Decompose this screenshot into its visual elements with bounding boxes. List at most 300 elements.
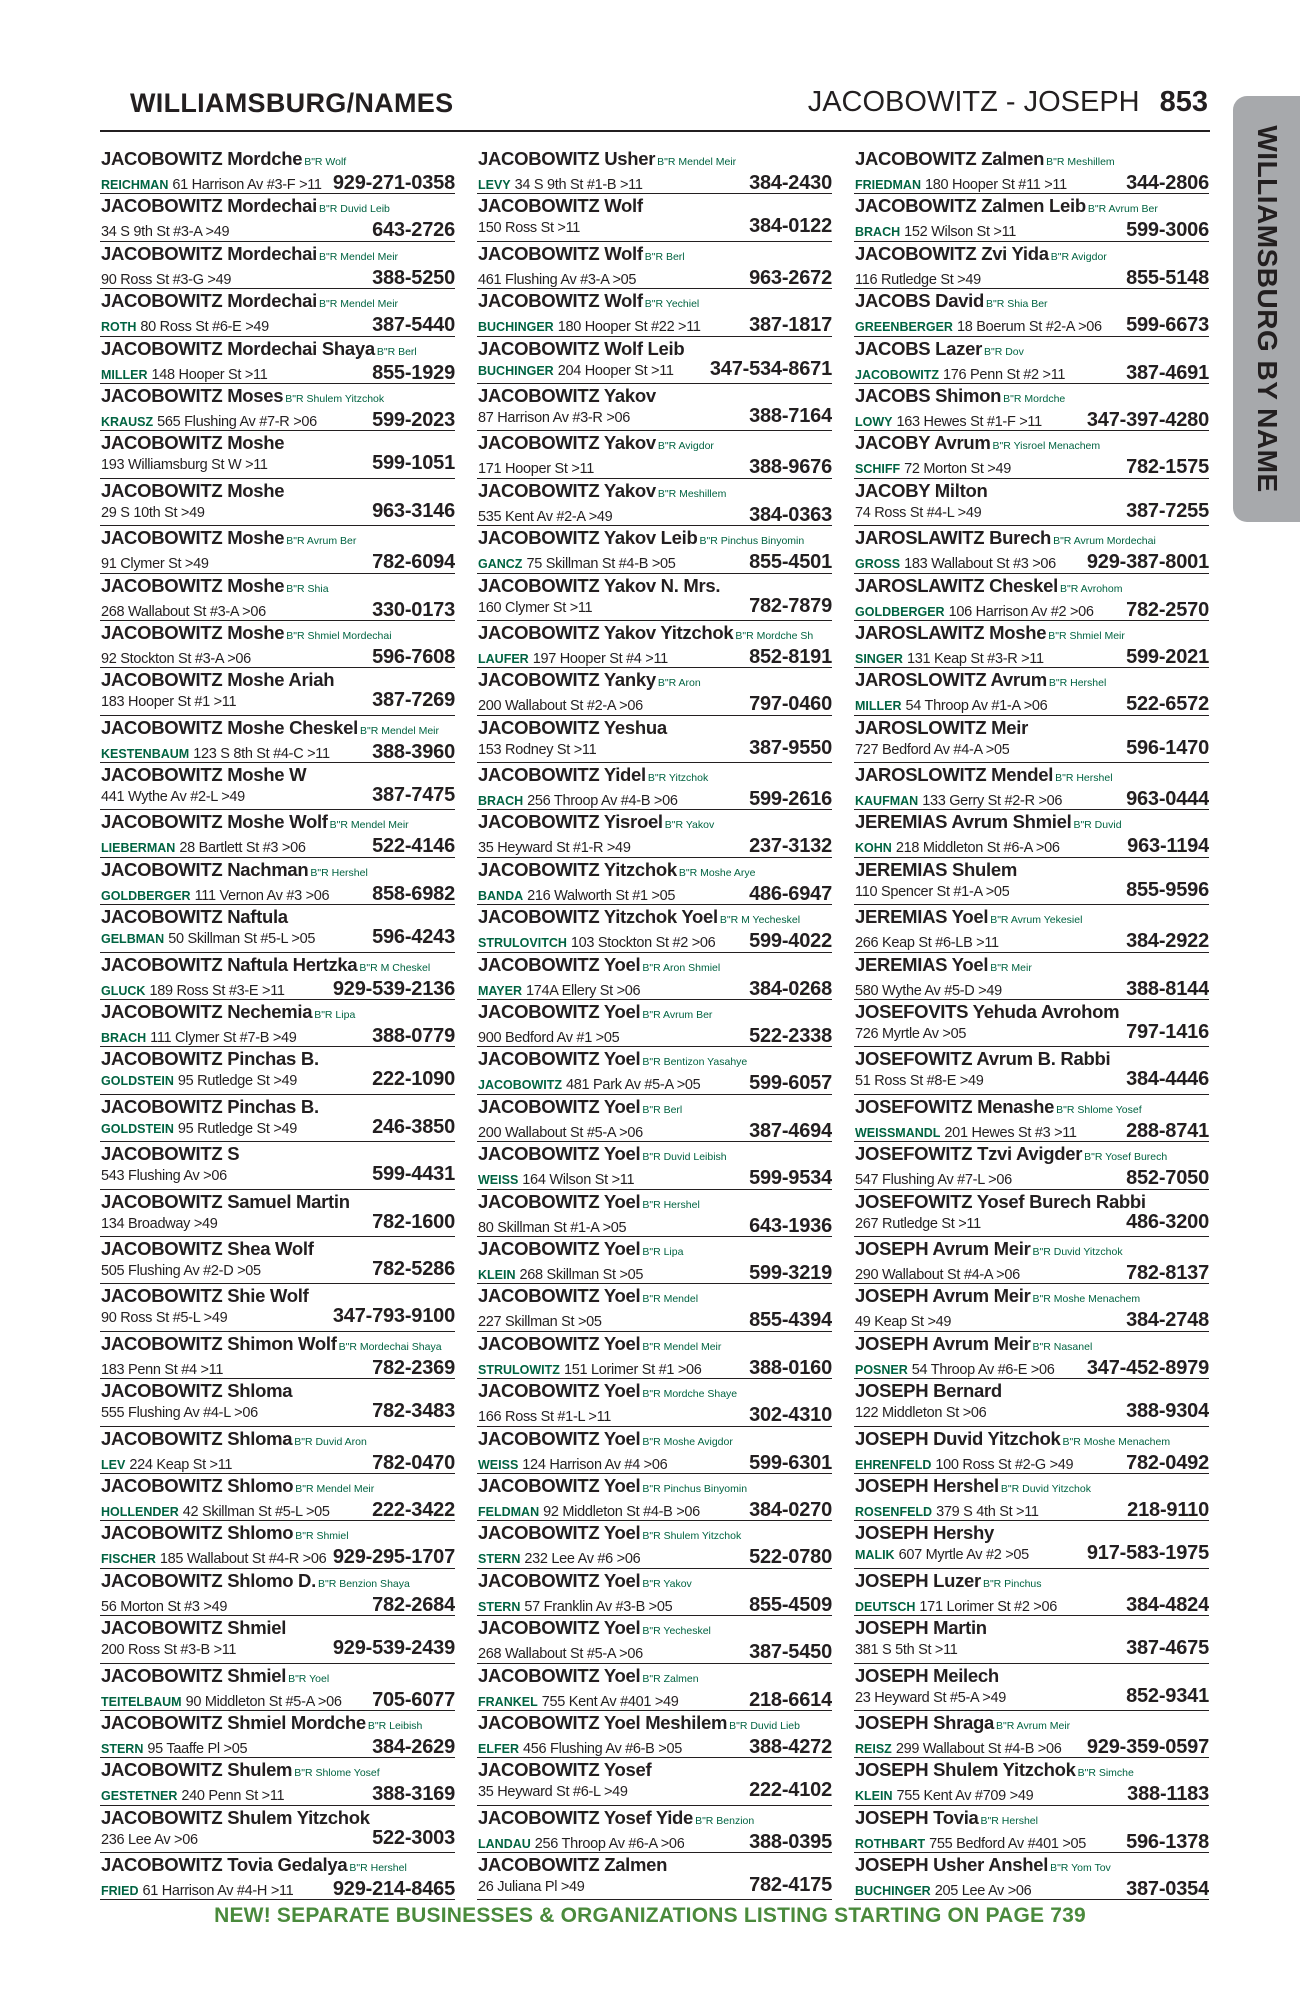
listing-entry (854, 479, 1209, 526)
listing-entry (100, 1711, 455, 1758)
entry-phone[interactable]: 855-4501 (749, 551, 832, 574)
entry-name-line (478, 1048, 832, 1073)
entry-address-wrap (855, 1739, 1062, 1758)
listing-entry (477, 479, 832, 526)
entry-phone[interactable]: 782-1575 (1126, 456, 1209, 479)
entry-phone[interactable]: 222-4102 (749, 1779, 832, 1802)
entry-phone[interactable]: 797-1416 (1126, 1021, 1209, 1044)
entry-father: B"R Hershel (1055, 772, 1113, 785)
entry-phone[interactable]: 388-9676 (749, 456, 832, 479)
entry-relation: JACOBOWITZ (478, 1078, 563, 1093)
entry-address: 256 Throop Av #4-B >06 (527, 793, 678, 810)
entry-phone[interactable]: 388-3169 (372, 1783, 455, 1806)
entry-name-line (101, 1048, 455, 1069)
column-1 (100, 147, 455, 1900)
entry-address-wrap (478, 1312, 602, 1331)
entry-address: 95 Rutledge St >49 (177, 1120, 298, 1137)
entry-address-wrap (101, 1214, 218, 1235)
entry-phone[interactable]: 782-2570 (1126, 598, 1209, 621)
entry-name-line (478, 1001, 832, 1026)
entry-phone[interactable]: 222-3422 (372, 1498, 455, 1521)
entry-phone[interactable]: 288-8741 (1126, 1119, 1209, 1142)
entry-phone[interactable]: 599-3219 (749, 1261, 832, 1284)
entry-name-line (101, 432, 455, 453)
entry-father: B"R Meir (990, 961, 1032, 974)
entry-phone[interactable]: 237-3132 (749, 835, 832, 858)
entry-address: 133 Gerry St #2-R >06 (922, 793, 1063, 810)
entry-phone[interactable]: 852-9341 (1126, 1684, 1209, 1707)
listing-entry (854, 147, 1209, 194)
entry-phone[interactable]: 929-387-8001 (1086, 551, 1209, 574)
entry-phone[interactable]: 782-8137 (1126, 1261, 1209, 1284)
entry-name-line (855, 1665, 1209, 1686)
entry-name-line (478, 432, 832, 457)
entry-name-line (478, 1143, 832, 1168)
listing-entry (477, 763, 832, 810)
entry-phone[interactable]: 218-6614 (749, 1688, 832, 1711)
entry-phone[interactable]: 347-793-9100 (332, 1305, 455, 1328)
entry-phone[interactable]: 388-5250 (372, 266, 455, 289)
entry-phone[interactable]: 384-0122 (749, 215, 832, 238)
entry-address-wrap (478, 507, 612, 526)
entry-phone[interactable]: 387-4691 (1126, 361, 1209, 384)
entry-name-line (101, 480, 455, 501)
entry-father: B"R Shlome Yosef (294, 1767, 380, 1780)
entry-phone[interactable]: 599-6673 (1126, 314, 1209, 337)
entry-father: B"R Duvid Aron (294, 1435, 367, 1448)
entry-relation: KOHN (855, 841, 892, 856)
entry-relation: SCHIFF (855, 462, 901, 477)
entry-father: B"R Avrum Meir (996, 1719, 1071, 1732)
entry-phone[interactable]: 522-3003 (372, 1826, 455, 1849)
entry-name: JACOBOWITZ Zalmen (478, 1854, 668, 1876)
entry-name: JACOBOWITZ Usher (478, 148, 656, 169)
entry-father: B"R Berl (642, 1103, 683, 1116)
entry-phone[interactable]: 963-3146 (372, 499, 455, 522)
entry-detail-line (101, 1453, 455, 1474)
listing-entry (100, 1000, 455, 1047)
listing-entry (477, 953, 832, 1000)
entry-phone[interactable]: 963-2672 (749, 266, 832, 289)
entry-relation: GOLDBERGER (855, 604, 945, 619)
entry-phone[interactable]: 387-0354 (1126, 1878, 1209, 1901)
entry-address: 268 Skillman St >05 (519, 1266, 644, 1283)
entry-detail-line (101, 1358, 455, 1379)
entry-name: JACOBY Avrum (855, 432, 991, 454)
entry-phone[interactable]: 782-2684 (372, 1593, 455, 1616)
entry-phone[interactable]: 852-7050 (1126, 1167, 1209, 1190)
entry-father: B"R Yecheskel (642, 1625, 711, 1638)
entry-name: JEREMIAS Yoel (855, 953, 989, 975)
entry-phone[interactable]: 782-3483 (372, 1400, 455, 1423)
entry-phone[interactable]: 387-7269 (372, 689, 455, 712)
entry-father: B"R Yom Tov (1050, 1862, 1111, 1875)
entry-name-line (478, 1807, 832, 1832)
entry-address-wrap (101, 787, 245, 808)
entry-detail-line (101, 1500, 455, 1521)
entry-detail-line (855, 173, 1209, 194)
section-title: WILLIAMSBURG/NAMES (130, 88, 454, 118)
entry-detail-line (101, 785, 455, 808)
entry-phone[interactable]: 596-7608 (372, 645, 455, 668)
entry-address: 164 Wilson St >11 (522, 1172, 635, 1189)
entry-father: B"R Hershel (1048, 677, 1107, 690)
entry-address: 755 Kent Av #401 >49 (541, 1693, 679, 1710)
entry-detail-line (855, 931, 1209, 952)
entry-address: 201 Hewes St #3 >11 (944, 1124, 1077, 1141)
entry-phone[interactable]: 782-2369 (372, 1356, 455, 1379)
entry-phone[interactable]: 302-4310 (749, 1404, 832, 1427)
entry-address-wrap (478, 696, 643, 715)
entry-name-line (101, 764, 455, 785)
entry-phone[interactable]: 387-4694 (749, 1119, 832, 1142)
listing-entry (100, 1095, 455, 1142)
side-tab[interactable] (1233, 96, 1300, 522)
listing-entry (854, 763, 1209, 810)
entry-address: 35 Heyward St #6-L >49 (478, 1784, 628, 1801)
entry-relation: POSNER (855, 1362, 908, 1377)
entry-name-line (855, 1143, 1209, 1168)
entry-father: B"R Yisroel Menachem (992, 440, 1101, 453)
entry-phone[interactable]: 963-1194 (1127, 835, 1209, 858)
entry-phone[interactable]: 347-452-8979 (1086, 1356, 1209, 1379)
entry-phone[interactable]: 388-8144 (1126, 977, 1209, 1000)
entry-phone[interactable]: 384-0268 (749, 977, 832, 1000)
entry-father: B"R Nasanel (1032, 1340, 1093, 1353)
listing-entry (477, 1569, 832, 1616)
entry-phone[interactable]: 384-4824 (1126, 1593, 1209, 1616)
entry-name: JACOBOWITZ Shulem (101, 1759, 293, 1781)
entry-phone[interactable]: 599-6057 (749, 1072, 832, 1095)
entry-address: 727 Bedford Av #4-A >05 (855, 741, 1010, 758)
entry-name-line (478, 906, 832, 931)
entry-detail-line (101, 453, 455, 476)
listing-entry (854, 1237, 1209, 1284)
entry-detail-line (855, 457, 1209, 478)
entry-phone[interactable]: 347-397-4280 (1086, 408, 1209, 431)
entry-phone[interactable]: 929-539-2439 (332, 1637, 455, 1660)
entry-address-wrap (101, 1403, 258, 1424)
entry-phone[interactable]: 599-4022 (749, 930, 832, 953)
entry-relation: WEISS (478, 1173, 519, 1188)
entry-phone[interactable]: 782-6094 (372, 551, 455, 574)
entry-detail-line (478, 1216, 832, 1237)
entry-father: B"R Avrum Ber (286, 535, 357, 548)
entry-address: 160 Clymer St >11 (478, 599, 593, 616)
entry-phone[interactable]: 782-5286 (372, 1257, 455, 1280)
entry-address: 266 Keap St #6-LB >11 (855, 935, 999, 952)
entry-detail-line (478, 1358, 832, 1379)
entry-phone[interactable]: 929-271-0358 (332, 172, 455, 194)
entry-detail-line (101, 410, 455, 431)
entry-name-line (855, 1096, 1209, 1121)
entry-name-line (855, 1333, 1209, 1358)
entry-phone[interactable]: 596-1470 (1126, 736, 1209, 759)
entry-phone[interactable]: 599-2021 (1126, 645, 1209, 668)
entry-phone[interactable]: 344-2806 (1126, 172, 1209, 194)
entry-phone[interactable]: 599-4431 (372, 1163, 455, 1186)
entry-relation: GOLDSTEIN (101, 1121, 174, 1136)
listing-entry (854, 1616, 1209, 1663)
listing-entry (854, 384, 1209, 431)
entry-phone[interactable]: 855-4509 (749, 1593, 832, 1616)
entry-phone[interactable]: 384-2748 (1126, 1309, 1209, 1332)
entry-phone[interactable]: 388-3960 (372, 740, 455, 763)
entry-phone[interactable]: 384-2629 (372, 1735, 455, 1758)
entry-name: JACOBOWITZ Naftula Hertzka (101, 953, 358, 975)
entry-phone[interactable]: 330-0173 (372, 598, 455, 621)
entry-address-wrap (478, 1455, 667, 1474)
entry-address-wrap (101, 981, 285, 1000)
entry-name: JACOBOWITZ Zalmen (855, 148, 1045, 169)
entry-name: JACOBOWITZ Yoel (478, 1048, 641, 1070)
entry-address-wrap (478, 317, 701, 336)
entry-address-wrap (478, 598, 592, 619)
entry-phone[interactable]: 522-0780 (749, 1546, 832, 1569)
entry-address-wrap (855, 838, 1060, 857)
entry-detail-line (478, 1453, 832, 1474)
entry-detail-line (478, 1310, 832, 1331)
entry-address-wrap (101, 1830, 198, 1851)
entry-name-line (101, 717, 455, 742)
entry-detail-line (478, 836, 832, 857)
entry-phone[interactable]: 855-5148 (1126, 266, 1209, 289)
listing-entry (100, 1521, 455, 1568)
entry-detail-line (855, 501, 1209, 524)
entry-father: B"R Berl (376, 345, 417, 358)
entry-address: 28 Bartlett St #3 >06 (179, 840, 306, 857)
listing-entry (100, 763, 455, 810)
entry-name: JACOBOWITZ Wolf (478, 290, 643, 312)
entry-phone[interactable]: 384-0270 (749, 1498, 832, 1521)
entry-father: B"R Berl (644, 250, 685, 263)
entry-name: JACOBS Shimon (855, 384, 1002, 406)
entry-father: B"R Hershel (980, 1814, 1038, 1827)
entry-detail-line (478, 1690, 832, 1711)
entry-name-line (478, 1380, 832, 1405)
entry-address: 151 Lorimer St #1 >06 (563, 1361, 702, 1378)
entry-name-line (478, 1191, 832, 1216)
entry-address-wrap (478, 459, 594, 478)
entry-phone[interactable]: 643-1936 (749, 1214, 832, 1237)
entry-phone[interactable]: 599-2023 (372, 408, 455, 431)
entry-phone[interactable]: 782-7879 (749, 594, 832, 617)
entry-name: JACOBOWITZ Shie Wolf (101, 1285, 309, 1307)
entry-address: 227 Skillman St >05 (478, 1314, 602, 1331)
page-number: 853 (1159, 86, 1208, 118)
entry-phone[interactable]: 782-0470 (372, 1451, 455, 1474)
entry-name: JACOBS David (855, 290, 985, 312)
entry-address-wrap (855, 696, 1047, 715)
entry-address: 535 Kent Av #2-A >49 (478, 508, 613, 525)
entry-address: 116 Rutledge St >49 (855, 271, 981, 288)
entry-phone[interactable]: 596-1378 (1126, 1830, 1209, 1853)
entry-name-line (855, 1428, 1209, 1453)
entry-father: B"R Shia Ber (986, 298, 1048, 311)
entry-phone[interactable]: 384-0363 (749, 503, 832, 526)
entry-address-wrap (101, 222, 229, 241)
entry-phone[interactable]: 388-7164 (749, 404, 832, 427)
entry-phone[interactable]: 599-1051 (372, 452, 455, 475)
entry-name-line (855, 764, 1209, 789)
entry-phone[interactable]: 522-2338 (749, 1025, 832, 1048)
listing-entry (100, 1427, 455, 1474)
entry-phone[interactable]: 388-0395 (749, 1830, 832, 1853)
entry-detail-line (478, 1405, 832, 1426)
entry-name: JOSEFOVITS Yehuda Avrohom (855, 1001, 1120, 1023)
entry-address: 124 Harrison Av #4 >06 (522, 1456, 668, 1473)
entry-phone[interactable]: 929-214-8465 (332, 1878, 455, 1901)
entry-address: 23 Heyward St #5-A >49 (855, 1689, 1006, 1706)
entry-detail-line (855, 1595, 1209, 1616)
entry-detail-line (855, 836, 1209, 857)
entry-phone[interactable]: 246-3850 (372, 1115, 455, 1138)
entry-name: JACOBOWITZ Zalmen Leib (855, 195, 1086, 217)
entry-address: 290 Wallabout St #4-A >06 (855, 1266, 1020, 1283)
entry-phone[interactable]: 782-1600 (372, 1210, 455, 1233)
entry-phone[interactable]: 929-295-1707 (332, 1546, 455, 1569)
entry-phone[interactable]: 855-9596 (1126, 878, 1209, 901)
entry-name: JACOBOWITZ Yoel (478, 1001, 641, 1023)
entry-phone[interactable]: 963-0444 (1126, 788, 1209, 811)
entry-address-wrap (101, 929, 315, 950)
entry-phone[interactable]: 599-9534 (749, 1167, 832, 1190)
entry-detail-line (101, 552, 455, 573)
entry-father: B"R Simche (1077, 1767, 1134, 1780)
entry-detail-line (855, 647, 1209, 668)
entry-phone[interactable]: 599-2616 (749, 788, 832, 811)
entry-relation: WEISS (478, 1457, 519, 1472)
entry-detail-line (855, 1401, 1209, 1424)
listing-entry (477, 194, 832, 241)
entry-phone[interactable]: 387-9550 (749, 736, 832, 759)
entry-address: 72 Morton St >49 (904, 461, 1011, 478)
entry-phone[interactable]: 522-6572 (1126, 693, 1209, 716)
entry-name: JOSEPH Hershy (855, 1522, 995, 1544)
entry-phone[interactable]: 384-2430 (749, 172, 832, 194)
listing-entry (477, 668, 832, 715)
entry-address-wrap (855, 412, 1042, 431)
listing-entry (477, 147, 832, 194)
entry-detail-line (101, 1547, 455, 1568)
entry-phone[interactable]: 384-2922 (1126, 930, 1209, 953)
entry-phone[interactable]: 486-3200 (1126, 1210, 1209, 1233)
page-header-right (808, 86, 1208, 119)
entry-phone[interactable]: 929-539-2136 (332, 977, 455, 1000)
entry-address-wrap (101, 886, 329, 905)
listing-entry (477, 431, 832, 478)
listing-entry (854, 858, 1209, 905)
entry-phone[interactable]: 387-5440 (372, 314, 455, 337)
entry-address: 50 Skillman St #5-L >05 (168, 931, 316, 948)
entry-name: JOSEPH Shraga (855, 1711, 995, 1733)
entry-name-line (855, 1380, 1209, 1401)
entry-name-line (101, 859, 455, 884)
entry-name-line (101, 811, 455, 836)
entry-father: B"R Duvid (1073, 819, 1122, 832)
entry-phone[interactable]: 782-0492 (1126, 1451, 1209, 1474)
entry-phone[interactable]: 858-6982 (372, 882, 455, 905)
entry-father: B"R Mendel Meir (359, 724, 439, 737)
entry-address-wrap (855, 1360, 1055, 1379)
entry-phone[interactable]: 855-4394 (749, 1309, 832, 1332)
entry-phone[interactable]: 643-2726 (372, 219, 455, 242)
entry-phone[interactable]: 387-4675 (1126, 1637, 1209, 1660)
entry-detail-line (478, 268, 832, 289)
entry-relation: BANDA (478, 888, 524, 903)
entry-phone[interactable]: 486-6947 (749, 882, 832, 905)
entry-phone[interactable]: 599-3006 (1126, 219, 1209, 242)
entry-phone[interactable]: 387-7255 (1126, 499, 1209, 522)
entry-name-line (855, 717, 1209, 738)
entry-phone[interactable]: 929-359-0597 (1086, 1735, 1209, 1758)
entry-phone[interactable]: 797-0460 (749, 693, 832, 716)
entry-name: JACOBOWITZ Mordche (101, 148, 303, 169)
entry-detail-line (101, 1879, 455, 1900)
entry-phone[interactable]: 388-0160 (749, 1356, 832, 1379)
entry-address: 148 Hooper St >11 (151, 366, 268, 383)
entry-phone[interactable]: 387-7475 (372, 784, 455, 807)
entry-relation: REISZ (855, 1741, 892, 1756)
entry-father: B"R Shmiel (295, 1530, 349, 1543)
entry-phone[interactable]: 387-5450 (749, 1641, 832, 1664)
entry-phone[interactable]: 782-4175 (749, 1874, 832, 1897)
entry-detail-line (855, 268, 1209, 289)
entry-detail-line (478, 1875, 832, 1898)
entry-detail-line (855, 789, 1209, 810)
entry-name-line (101, 1191, 455, 1212)
entry-phone[interactable]: 522-4146 (372, 835, 455, 858)
listing-entry (854, 337, 1209, 384)
entry-phone[interactable]: 388-1183 (1127, 1783, 1209, 1806)
entry-father: B"R Avrum Yekesiel (990, 914, 1083, 927)
entry-address: 90 Ross St #3-G >49 (101, 271, 232, 288)
listing-entry (854, 526, 1209, 573)
entry-name-line (478, 1617, 832, 1642)
entry-address: 256 Throop Av #6-A >06 (534, 1835, 685, 1852)
name-range: JACOBOWITZ - JOSEPH (807, 86, 1140, 118)
entry-phone[interactable]: 855-1929 (372, 361, 455, 384)
entry-address-wrap (855, 365, 1065, 384)
entry-phone[interactable]: 388-0779 (372, 1025, 455, 1048)
entry-phone[interactable]: 218-9110 (1127, 1498, 1209, 1521)
entry-phone[interactable]: 222-1090 (372, 1068, 455, 1091)
entry-relation: STERN (478, 1552, 521, 1567)
entry-address-wrap (101, 270, 231, 289)
entry-father: B"R Shulem Yitzchok (285, 392, 385, 405)
listing-entry (100, 1664, 455, 1711)
entry-phone[interactable]: 705-6077 (372, 1688, 455, 1711)
entry-phone[interactable]: 599-6301 (749, 1451, 832, 1474)
entry-address: 268 Wallabout St #3-A >06 (101, 603, 266, 620)
entry-phone[interactable]: 917-583-1975 (1086, 1542, 1209, 1565)
entry-address: 54 Throop Av #1-A >06 (905, 698, 1048, 715)
entry-name: JACOBOWITZ Yoel (478, 1569, 641, 1591)
entry-phone[interactable]: 388-4272 (749, 1735, 832, 1758)
entry-phone[interactable]: 388-9304 (1126, 1400, 1209, 1423)
listing-entry (100, 479, 455, 526)
entry-phone[interactable]: 852-8191 (749, 645, 832, 668)
entry-father: B"R Pinchus (982, 1577, 1042, 1590)
entry-address-wrap (855, 1786, 1033, 1805)
entry-name-line (101, 1428, 455, 1453)
entry-phone[interactable]: 384-4446 (1126, 1068, 1209, 1091)
entry-phone[interactable]: 596-4243 (372, 926, 455, 949)
entry-phone[interactable]: 347-534-8671 (709, 357, 832, 380)
entry-phone[interactable]: 387-1817 (749, 314, 832, 337)
entry-name: JACOBOWITZ Yoel (478, 1664, 641, 1686)
entry-name: JACOBOWITZ Moses (101, 384, 284, 406)
